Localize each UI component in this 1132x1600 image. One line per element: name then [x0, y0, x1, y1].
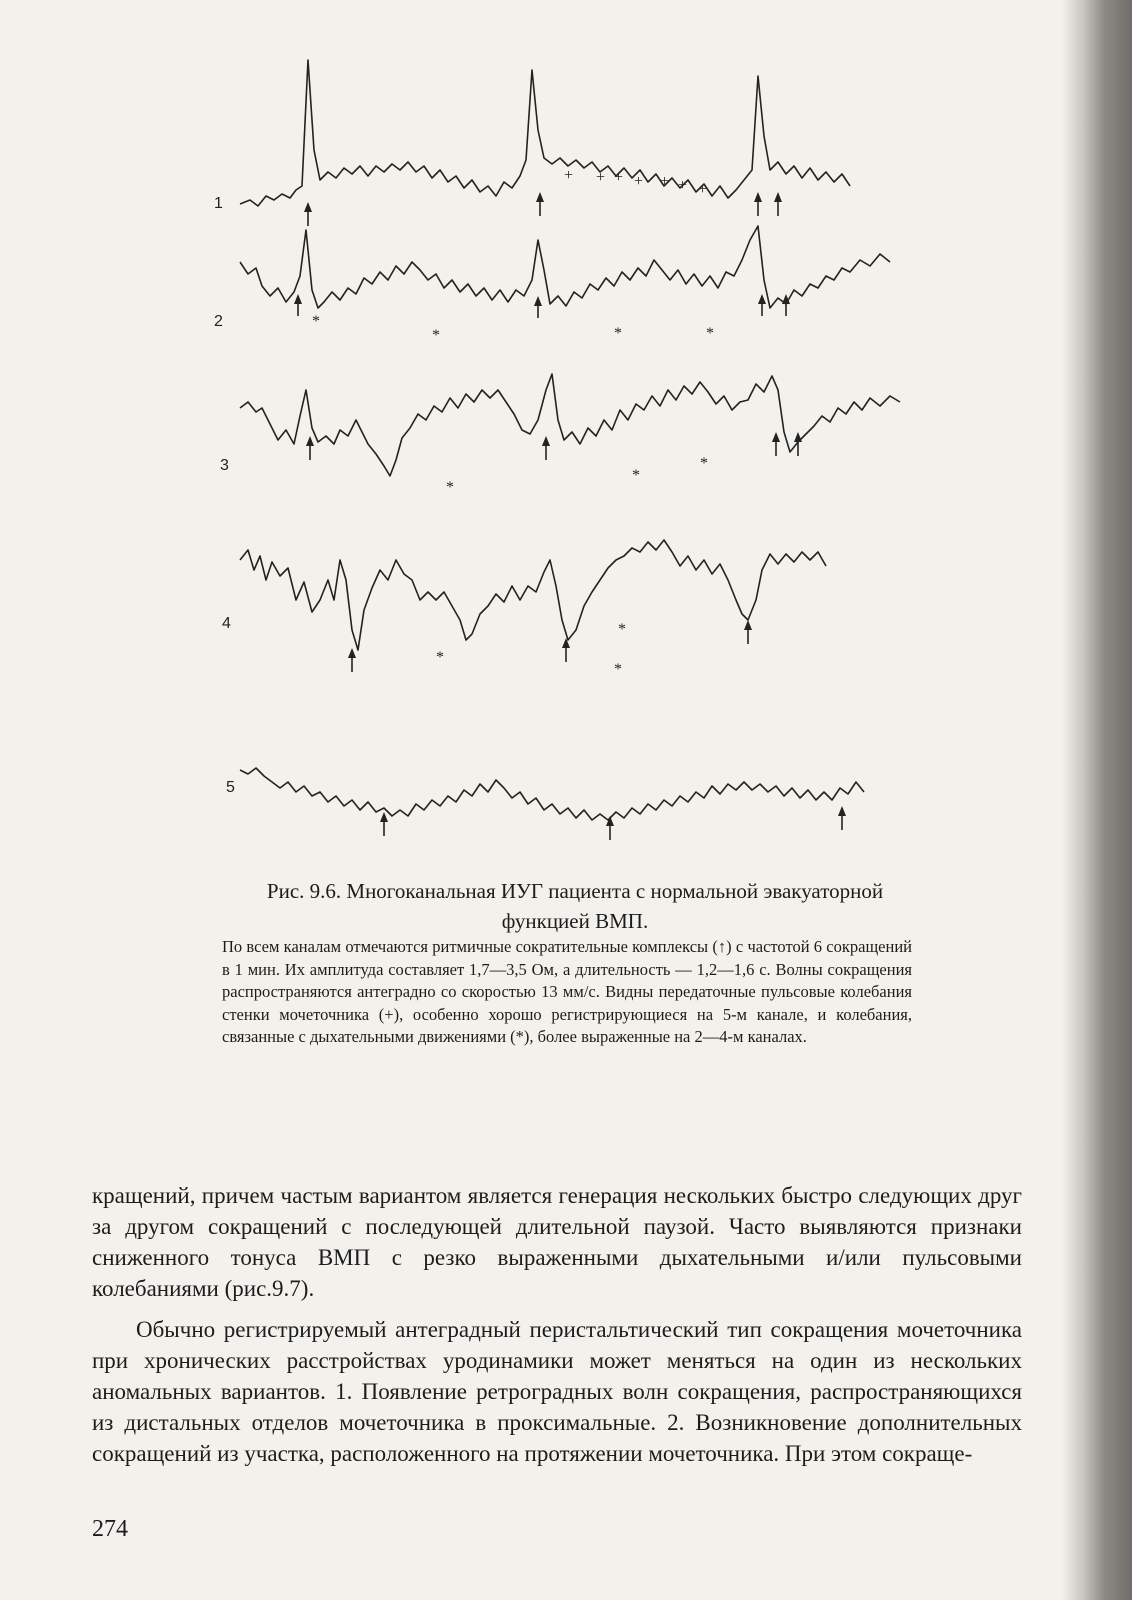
channel-label-1: 1 — [214, 195, 223, 212]
channel-label-3: 3 — [220, 457, 229, 474]
svg-text:*: * — [618, 621, 626, 638]
svg-text:+: + — [564, 167, 574, 184]
binding-shadow — [1062, 0, 1132, 1600]
iug-traces — [200, 40, 920, 880]
svg-text:*: * — [436, 649, 444, 666]
body-paragraph-2: Обычно регистрируемый антеградный перистальтический тип сокращения мочеточника при хронических расстройствах уродинамики может меняться на один из нескольких аномальных вариантов. 1. Появление ретроградных волн сокращения, распространяющихся из дистальных отделов мочеточника в проксимальные. 2. Возникновение дополнительных сокращений из участка, расположенного на протяжении мочеточника. При этом сокраще- — [92, 1317, 1022, 1466]
trace-channel-4 — [240, 540, 826, 650]
iug-figure — [200, 40, 920, 880]
trace-channel-5 — [240, 768, 864, 820]
figure-caption-body — [222, 936, 912, 1049]
page-number: 274 — [92, 1516, 128, 1542]
svg-text:*: * — [706, 325, 714, 342]
body-paragraph-1: кращений, причем частым вариантом является генерация нескольких быстро следующих друг за другом сокращений с последующей длительной паузой. Часто выявляются признаки сниженного тонуса ВМП с резко выраженными дыхательными и/или пульсовыми колебаниями (рис.9.7). — [92, 1183, 1022, 1301]
svg-text:*: * — [700, 455, 708, 472]
arrows-channel-3 — [306, 432, 802, 460]
trace-channel-1 — [240, 60, 850, 206]
svg-text:+: + — [698, 181, 708, 198]
svg-text:*: * — [632, 467, 640, 484]
channel-label-2: 2 — [214, 313, 223, 330]
marks-channel-3 — [446, 455, 708, 496]
svg-text:*: * — [432, 327, 440, 344]
svg-text:+: + — [634, 173, 644, 190]
channel-label-5: 5 — [226, 779, 235, 796]
svg-text:*: * — [614, 661, 622, 678]
marks-channel-4 — [436, 621, 626, 678]
main-body-text — [92, 1180, 1022, 1479]
svg-text:+: + — [614, 169, 624, 186]
marks-channel-2 — [312, 313, 714, 344]
channel-label-4: 4 — [222, 615, 231, 632]
svg-text:*: * — [614, 325, 622, 342]
marks-channel-1 — [564, 167, 707, 198]
arrows-channel-4 — [348, 620, 752, 672]
svg-text:+: + — [678, 177, 688, 194]
arrows-channel-2 — [294, 294, 790, 318]
svg-text:*: * — [312, 313, 320, 330]
trace-channel-3 — [240, 374, 900, 476]
arrows-channel-1 — [304, 192, 782, 226]
figure-caption-text: По всем каналам отмечаются ритмичные сократительные комплексы (↑) с частотой 6 сокращений в 1 мин. Их амплитуда составляет 1,7—3,5 Ом, а длительность — 1,2—1,6 с. Волны сокращения распространяются антеградно со скоростью 13 мм/с. Видны передаточные пульсовые колебания стенки мочеточника (+), особенно хорошо регистрирующиеся на 5-м канале, и колебания, связанные с дыхательными движениями (*), более выраженные на 2—4-м каналах. — [222, 937, 912, 1046]
trace-channel-2 — [240, 226, 890, 308]
arrows-channel-5 — [380, 806, 846, 840]
svg-text:+: + — [596, 169, 606, 186]
svg-text:*: * — [446, 479, 454, 496]
svg-text:+: + — [660, 173, 670, 190]
figure-caption-title: Рис. 9.6. Многоканальная ИУГ пациента с нормальной эвакуаторной функцией ВМП. — [266, 879, 884, 933]
